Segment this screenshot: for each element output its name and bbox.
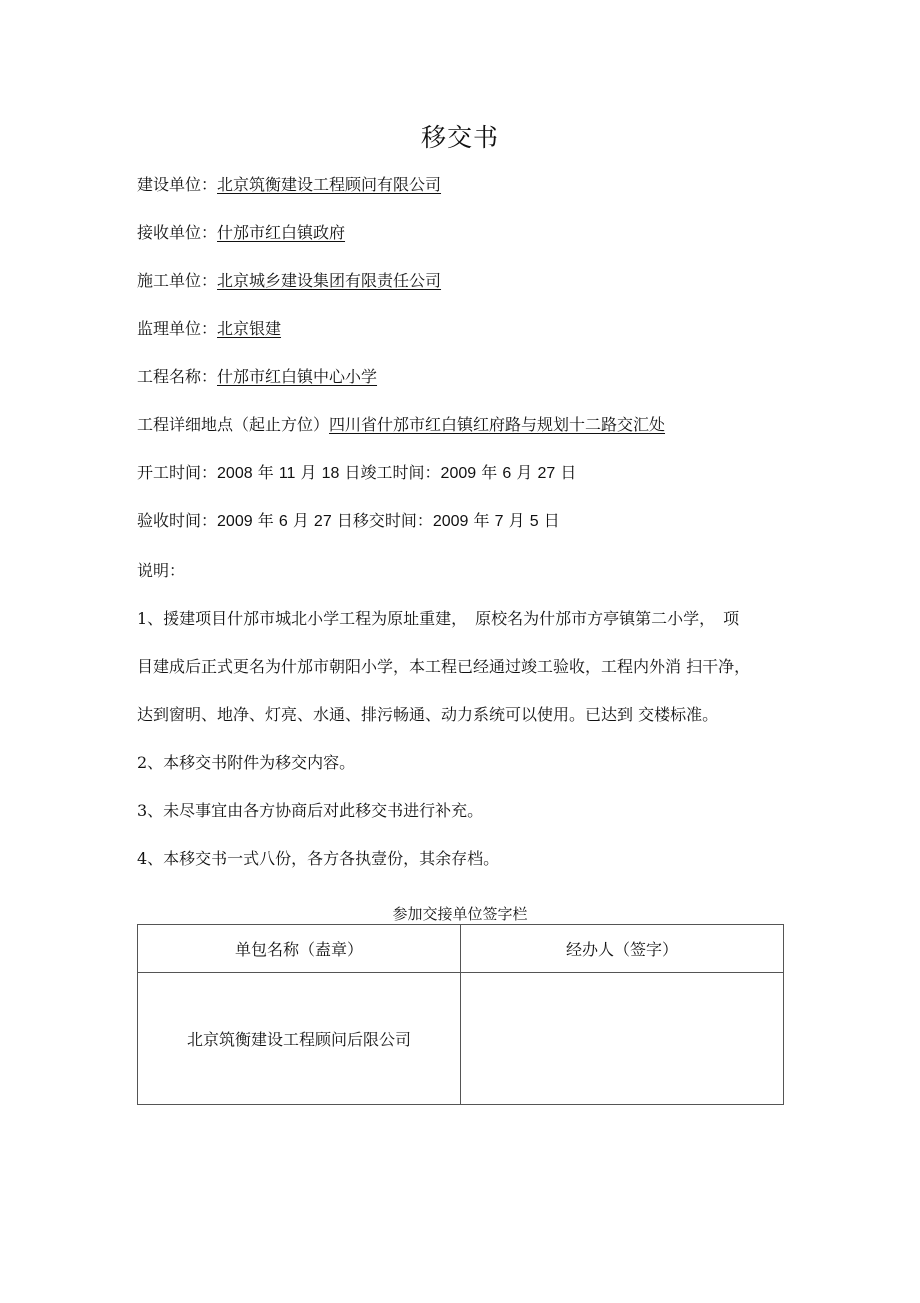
signature-table xyxy=(137,924,784,1105)
contractor-line xyxy=(137,270,441,292)
project-name-line xyxy=(137,366,377,388)
transfer-day: 5 xyxy=(529,513,539,530)
month-unit: 月 xyxy=(300,463,317,482)
month-unit: 月 xyxy=(516,463,533,482)
supervisor-line xyxy=(137,318,281,340)
note-2: 2、本移交书附件为移交内容。 xyxy=(137,753,356,772)
note-1-line-2: 目建成后正式更名为什邡市朝阳小学，本工程已经通过竣工验收，工程内外消 扫干净， xyxy=(137,657,751,676)
header-unit-name: 单包名称（盍章） xyxy=(138,925,461,973)
notes-label: 说明： xyxy=(137,561,186,580)
year-unit: 年 xyxy=(473,511,490,530)
start-day: 18 xyxy=(321,465,340,482)
receiving-unit-line xyxy=(137,222,345,244)
month-unit: 月 xyxy=(508,511,525,530)
acceptance-month: 6 xyxy=(278,513,288,530)
supervisor-value: 北京银建 xyxy=(217,319,282,338)
note-4: 4、本移交书一式八份，各方各执壹份，其余存档。 xyxy=(137,849,500,868)
day-unit: 日 xyxy=(336,511,353,530)
transfer-year: 2009 xyxy=(432,513,469,530)
construction-unit-label: 建设单位： xyxy=(137,175,218,194)
unit-name-cell: 北京筑衡建设工程顾问后限公司 xyxy=(138,973,461,1105)
receiving-unit-label: 接收单位： xyxy=(137,223,218,242)
location-label: 工程详细地点（起止方位） xyxy=(137,415,330,434)
acceptance-year: 2009 xyxy=(217,513,253,530)
table-row xyxy=(138,973,784,1105)
note-1-line-1: 1、援建项目什邡市城北小学工程为原址重建， 原校名为什邡市方亭镇第二小学， 项 xyxy=(137,609,740,628)
transfer-date-label: 移交时间： xyxy=(352,511,433,530)
day-unit: 日 xyxy=(344,463,361,482)
project-name-label: 工程名称： xyxy=(137,367,218,386)
table-header-row xyxy=(138,925,784,973)
year-unit: 年 xyxy=(257,463,274,482)
completion-month: 6 xyxy=(502,465,512,482)
transfer-month: 7 xyxy=(494,513,504,530)
dates-line-2 xyxy=(137,510,560,533)
supervisor-label: 监理单位： xyxy=(137,319,218,338)
handler-signature-cell xyxy=(461,973,784,1105)
header-handler: 经办人（签字） xyxy=(461,925,784,973)
note-1-line-3: 达到窗明、地净、灯亮、水通、排污畅通、动力系统可以使用。已达到 交楼标准。 xyxy=(137,705,719,724)
day-unit: 日 xyxy=(543,511,560,530)
completion-year: 2009 xyxy=(440,465,477,482)
contractor-value: 北京城乡建设集团有限责任公司 xyxy=(217,271,442,290)
completion-day: 27 xyxy=(537,465,556,482)
location-line xyxy=(137,414,665,436)
document-title: 移交书 xyxy=(420,123,499,152)
location-value: 四川省什邡市红白镇红府路与规划十二路交汇处 xyxy=(329,415,666,434)
acceptance-date-label: 验收时间： xyxy=(137,511,218,530)
note-3: 3、未尽事宜由各方协商后对此移交书进行补充。 xyxy=(137,801,484,820)
acceptance-day: 27 xyxy=(313,513,332,530)
start-year: 2008 xyxy=(217,465,253,482)
year-unit: 年 xyxy=(481,463,498,482)
signature-table-caption: 参加交接单位签字栏 xyxy=(392,905,528,923)
completion-date-label: 竣工时间： xyxy=(360,463,441,482)
contractor-label: 施工单位： xyxy=(137,271,218,290)
construction-unit-value: 北京筑衡建设工程顾问有限公司 xyxy=(217,175,442,194)
year-unit: 年 xyxy=(257,511,274,530)
dates-line-1 xyxy=(137,462,576,485)
construction-unit-line xyxy=(137,174,441,196)
day-unit: 日 xyxy=(560,463,577,482)
start-date-label: 开工时间： xyxy=(137,463,218,482)
month-unit: 月 xyxy=(292,511,309,530)
receiving-unit-value: 什邡市红白镇政府 xyxy=(217,223,346,242)
start-month: 11 xyxy=(278,465,296,482)
project-name-value: 什邡市红白镇中心小学 xyxy=(217,367,378,386)
